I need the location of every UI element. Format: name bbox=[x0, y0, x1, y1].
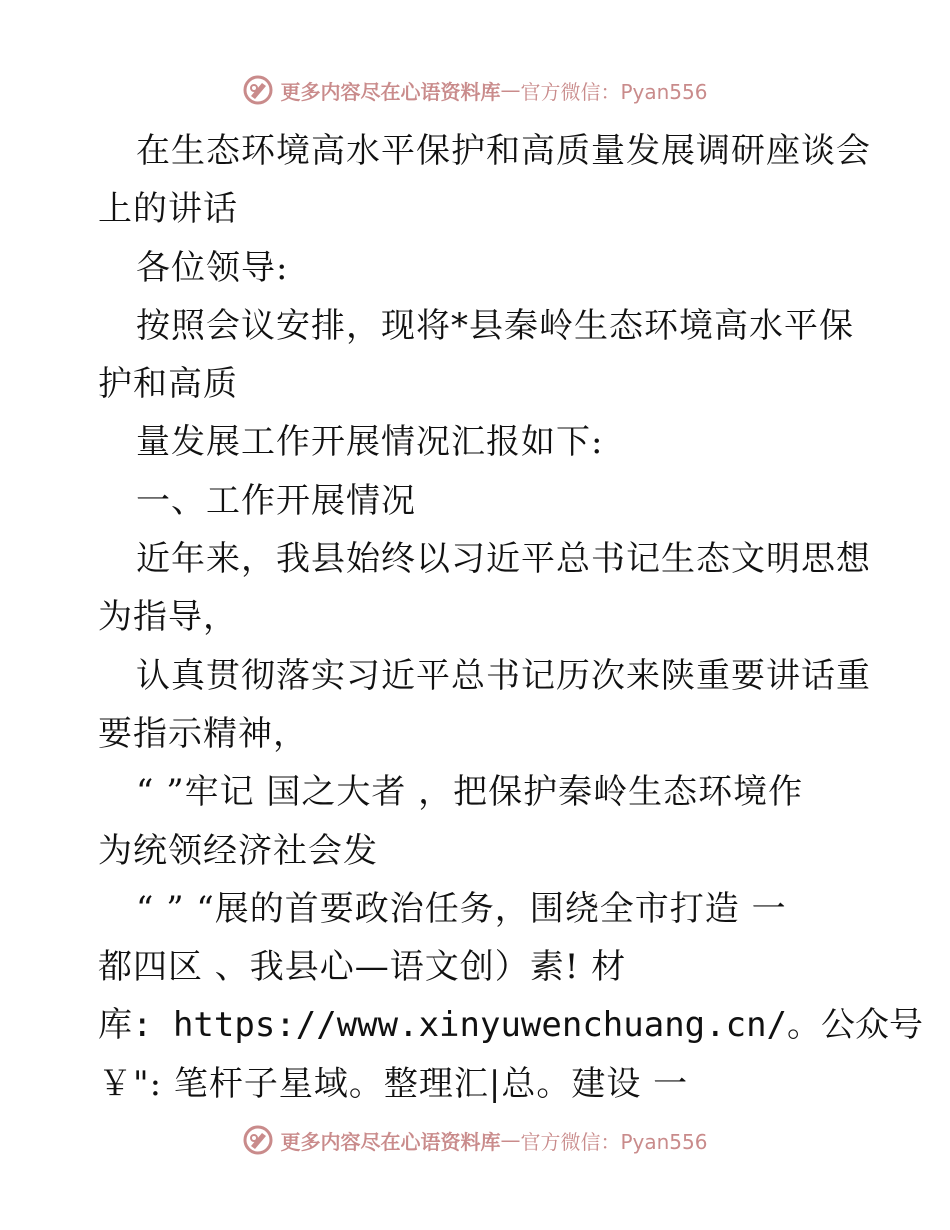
pen-seal-icon bbox=[242, 1124, 274, 1156]
body-line: 都四区 、我县心—语文创）素! 材 bbox=[98, 947, 627, 988]
body-line: 护和高质 bbox=[98, 364, 238, 405]
watermark-sub-text: 官方微信：Pyan556 bbox=[520, 1129, 708, 1154]
body-line: 要指示精神， bbox=[98, 713, 308, 754]
watermark-dash: — bbox=[500, 78, 521, 102]
section-heading: 一、工作开展情况 bbox=[136, 480, 416, 521]
watermark-banner-top bbox=[0, 70, 950, 110]
body-line: 为指导， bbox=[98, 597, 238, 638]
body-line: 为统领经济社会发 bbox=[98, 830, 378, 871]
watermark-main-text: 更多内容尽在心语资料库 bbox=[280, 79, 501, 104]
body-line: 近年来，我县始终以习近平总书记生态文明思想 bbox=[136, 539, 871, 580]
body-line: “ ” “展的首要政治任务，围绕全市打造 一 bbox=[136, 888, 787, 929]
title-line-2: 上的讲话 bbox=[98, 189, 238, 230]
salutation: 各位领导: bbox=[136, 247, 289, 288]
watermark-banner-bottom bbox=[0, 1120, 950, 1160]
pen-seal-icon bbox=[242, 74, 274, 106]
document-body bbox=[98, 122, 924, 1113]
watermark-main-text: 更多内容尽在心语资料库 bbox=[280, 1129, 501, 1154]
title-line-1: 在生态环境高水平保护和高质量发展调研座谈会 bbox=[136, 131, 871, 171]
body-line: 认真贯彻落实习近平总书记历次来陕重要讲话重 bbox=[136, 655, 871, 696]
body-line: 按照会议安排，现将*县秦岭生态环境高水平保 bbox=[136, 305, 854, 346]
url-line: 库: https://www.xinyuwenchuang.cn/。公众号 bbox=[98, 1005, 924, 1046]
body-line: 量发展工作开展情况汇报如下: bbox=[136, 422, 604, 463]
body-line: ￥": 笔杆子星域。整理汇|总。建设 一 bbox=[98, 1063, 689, 1104]
watermark-dash: — bbox=[500, 1128, 521, 1152]
body-line: “ ”牢记 国之大者 ，把保护秦岭生态环境作 bbox=[136, 772, 804, 813]
watermark-sub-text: 官方微信：Pyan556 bbox=[520, 79, 708, 104]
